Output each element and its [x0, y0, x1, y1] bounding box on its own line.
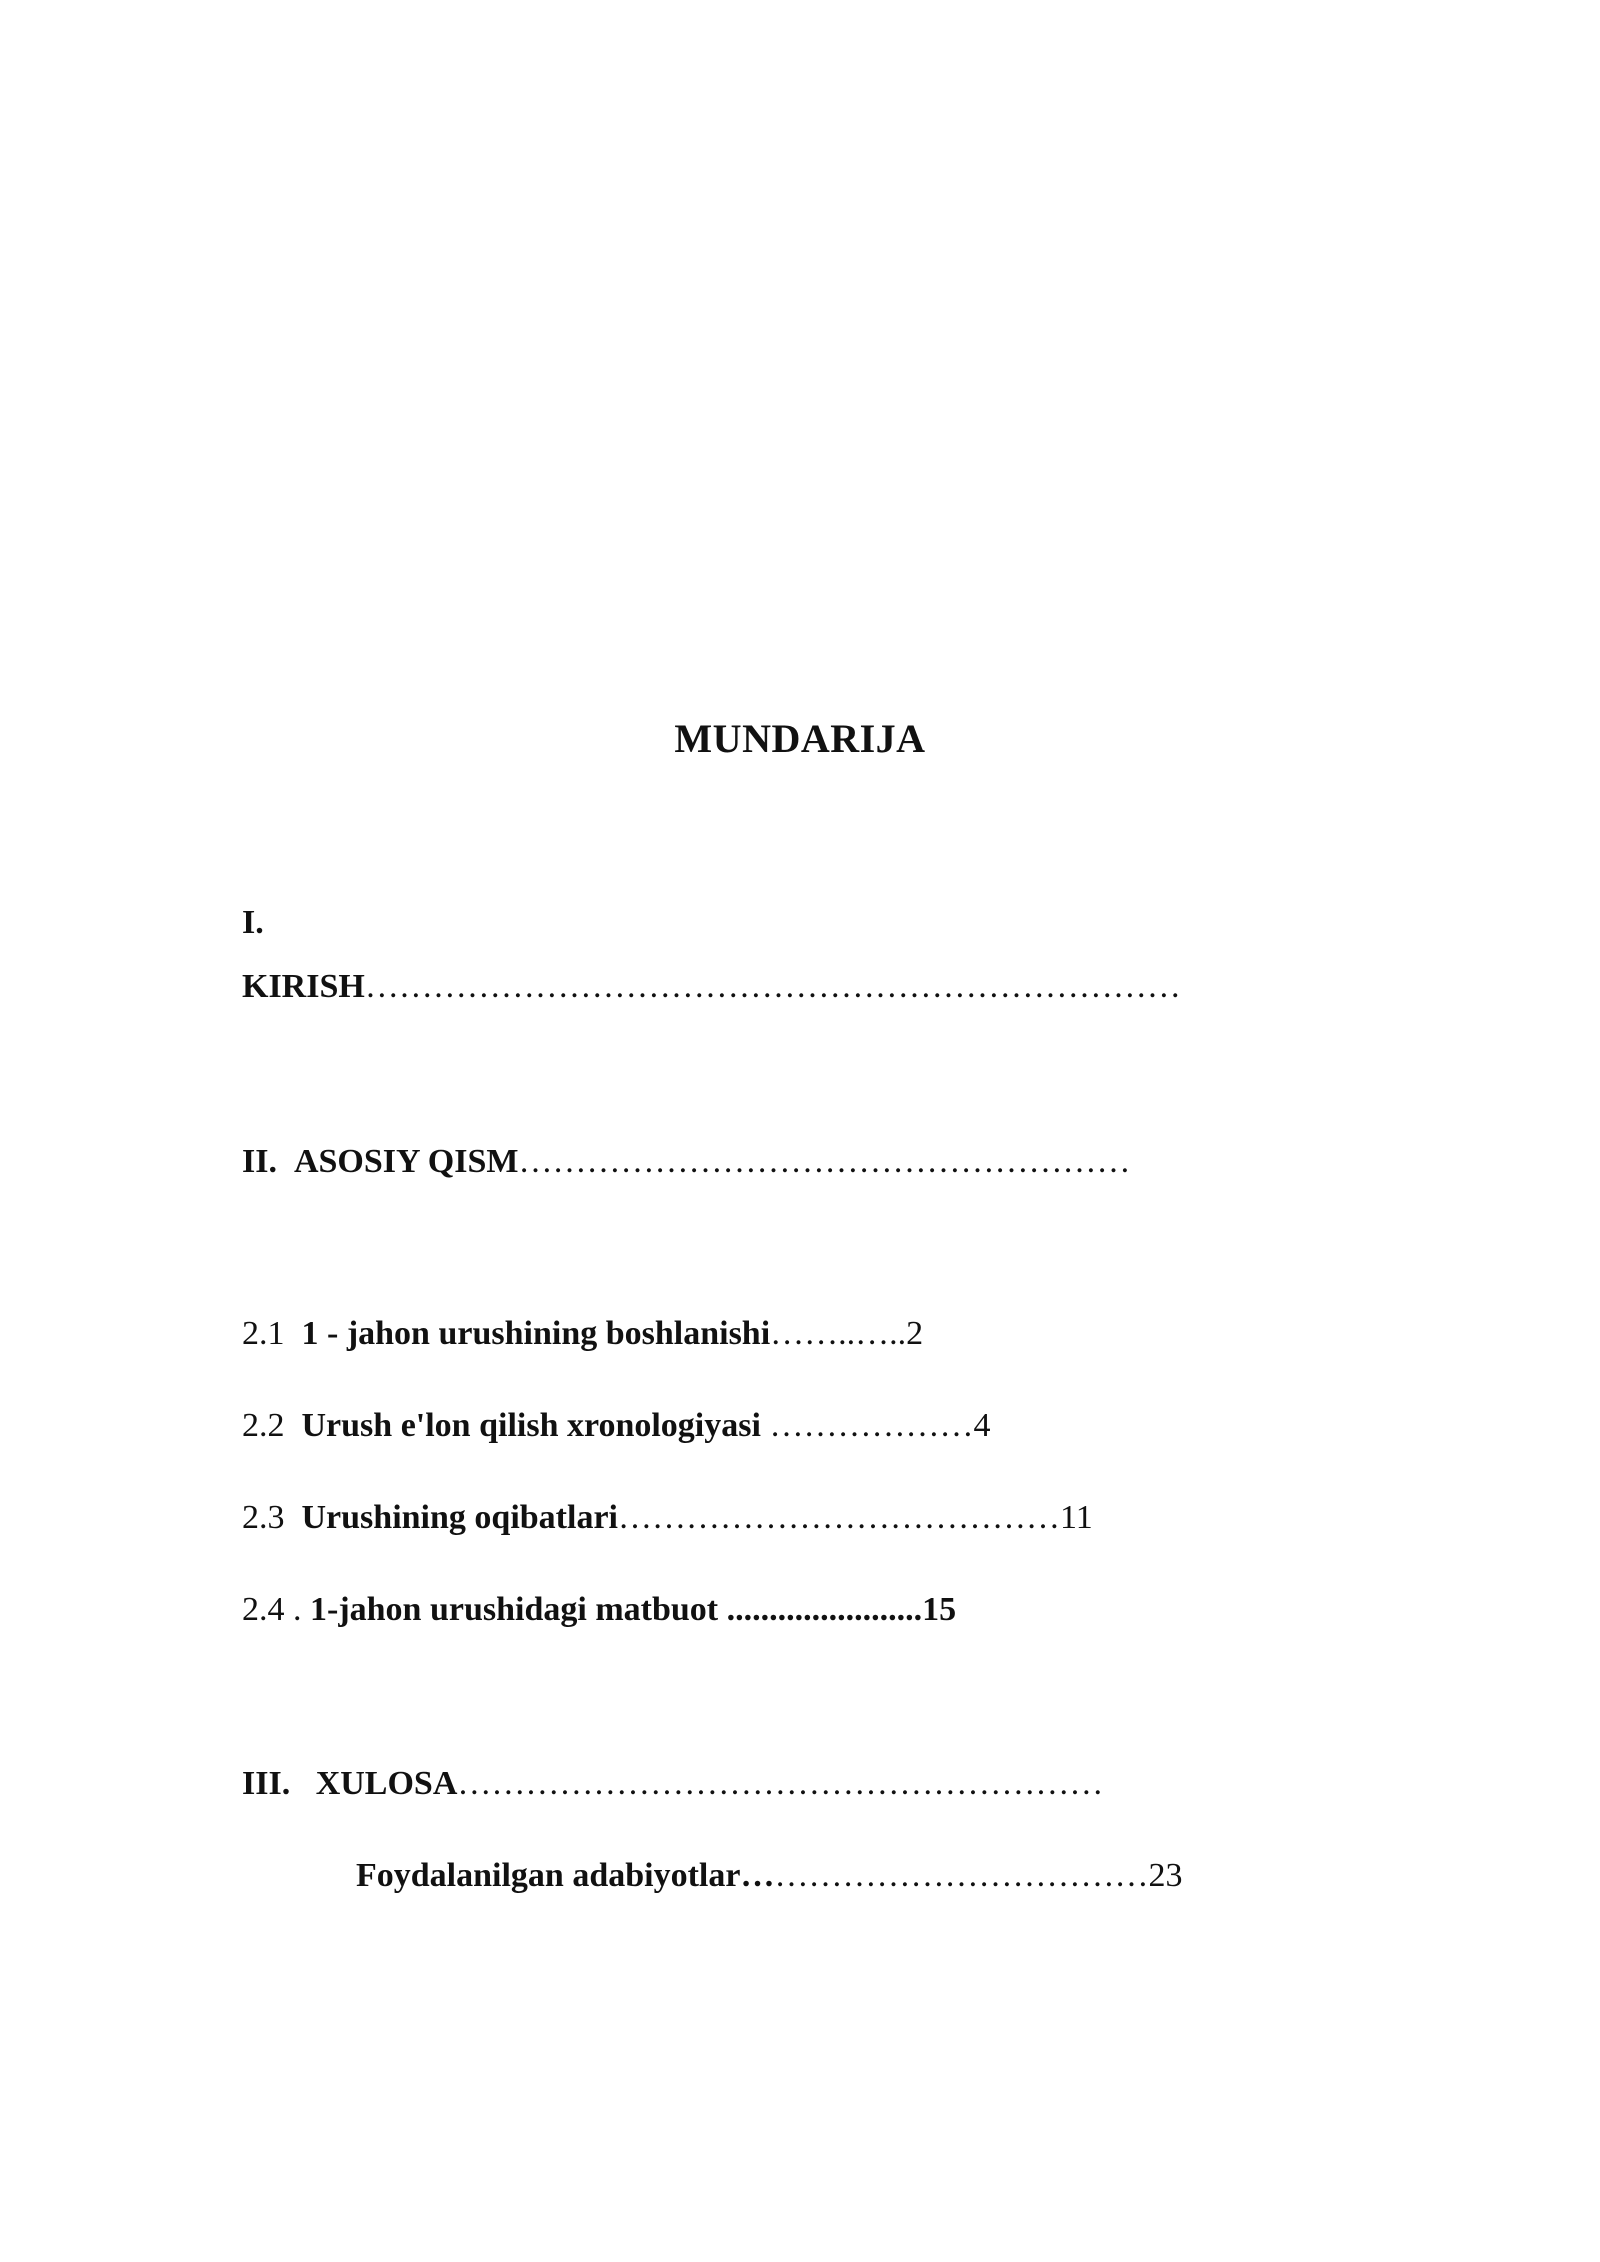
- toc-main-leader: ………………………………………………: [518, 1143, 1131, 1180]
- toc-2-4-number: 2.4 .: [242, 1591, 302, 1628]
- toc-2-3-page: 11: [1059, 1499, 1093, 1536]
- toc-2-2-leader: ………………: [769, 1407, 974, 1444]
- toc-section-2-3: [242, 1498, 1093, 1538]
- toc-2-3-label: Urushining oqibatlari: [301, 1499, 618, 1536]
- page-title: MUNDARIJA: [674, 716, 926, 761]
- toc-2-2-label: Urush e'lon qilish xronologiyasi: [301, 1407, 761, 1444]
- toc-main-number: II.: [242, 1143, 277, 1180]
- toc-main-entry: [242, 1142, 1131, 1182]
- toc-2-1-label: 1 - jahon urushining boshlanishi: [301, 1315, 771, 1352]
- toc-conclusion-entry: [242, 1764, 1103, 1804]
- toc-section-2-1: [242, 1314, 923, 1354]
- toc-2-1-number: 2.1: [242, 1315, 285, 1352]
- toc-intro-number: I.: [242, 904, 264, 941]
- toc-intro-leader: ………………………………………………………………: [364, 968, 1181, 1005]
- toc-intro-label: KIRISH: [242, 968, 365, 1005]
- toc-references-page: 23: [1148, 1857, 1183, 1894]
- toc-section-2-2: [242, 1406, 990, 1446]
- toc-references-leader-bold: …: [740, 1857, 775, 1894]
- toc-intro-entry: [242, 967, 1181, 1007]
- toc-2-2-page: 4: [973, 1407, 991, 1444]
- toc-conclusion-number: III.: [242, 1765, 291, 1802]
- toc-section-2-4: [242, 1590, 956, 1630]
- toc-conclusion-label: XULOSA: [315, 1765, 458, 1802]
- toc-conclusion-leader: …………………………………………………: [457, 1765, 1104, 1802]
- toc-2-3-leader: …………………………………: [617, 1499, 1060, 1536]
- toc-2-3-number: 2.3: [242, 1499, 285, 1536]
- toc-main-label: ASOSIY QISM: [293, 1143, 519, 1180]
- toc-references-entry: [356, 1856, 1182, 1896]
- toc-2-2-number: 2.2: [242, 1407, 285, 1444]
- toc-2-1-leader: ……..…..: [770, 1315, 907, 1352]
- toc-2-4-leader: .......................: [726, 1591, 923, 1628]
- toc-2-1-page: 2: [906, 1315, 924, 1352]
- toc-2-4-page: 15: [922, 1591, 957, 1628]
- toc-references-leader: ……………………………: [774, 1857, 1149, 1894]
- toc-2-4-label: 1-jahon urushidagi matbuot: [310, 1591, 719, 1628]
- toc-references-label: Foydalanilgan adabiyotlar: [356, 1857, 741, 1894]
